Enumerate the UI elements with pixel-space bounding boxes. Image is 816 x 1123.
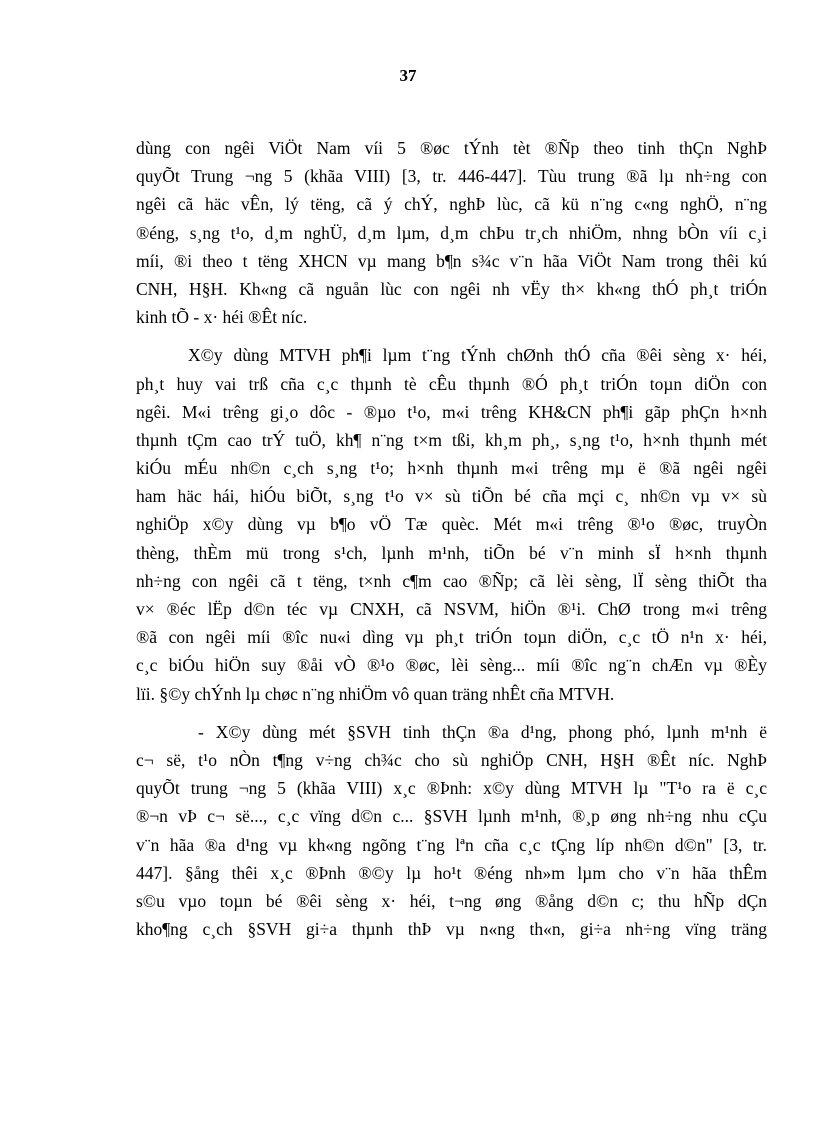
text-line: ngêi. M«i trêng gi¸o dôc - ®µo t¹o, m«i trêng KH&CN ph¶i gãp phÇn h×nh	[136, 401, 767, 422]
text-line: c¬ së, t¹o nÒn t¶ng v÷ng ch¾c cho sù nghiÖp CNH, H§H ®Êt níc. NghÞ	[136, 749, 767, 770]
paragraph	[136, 341, 767, 707]
text-line: míi, ®i theo t tëng XHCN vµ mang b¶n s¾c v¨n hãa ViÖt Nam trong thêi kú	[136, 250, 767, 271]
text-line: 447]. §ång thêi x¸c ®Þnh ®©y lµ ho¹t ®éng nh»m lµm cho v¨n hãa thÊm	[136, 862, 767, 883]
text-line: dùng con ngêi ViÖt Nam víi 5 ®øc tÝnh tèt ®Ñp theo tinh thÇn NghÞ	[136, 138, 767, 158]
text-line: ®éng, s¸ng t¹o, d¸m nghÜ, d¸m lµm, d¸m chÞu tr¸ch nhiÖm, nhng bÒn víi c¸i	[136, 222, 767, 243]
text-line: ®¬n vÞ c¬ së..., c¸c vïng d©n c... §SVH lµnh m¹nh, ®¸p øng nh÷ng nhu cÇu	[136, 806, 767, 827]
paragraph	[136, 718, 767, 944]
text-line: nh÷ng con ngêi cã t tëng, t×nh c¶m cao ®Ñp; cã lèi sèng, lÏ sèng thiÕt tha	[136, 570, 767, 591]
text-line: ®ã con ngêi míi ®îc nu«i dìng vµ ph¸t triÓn toµn diÖn, c¸c tÖ n¹n x· héi,	[136, 627, 767, 648]
body-text	[136, 134, 767, 943]
text-line: v× ®éc lËp d©n téc vµ CNXH, cã NSVM, hiÖn ®¹i. ChØ trong m«i trêng	[136, 599, 767, 619]
text-line: thµnh tÇm cao trÝ tuÖ, kh¶ n¨ng t×m tßi, kh¸m ph¸, s¸ng t¹o, h×nh thµnh mét	[136, 429, 767, 450]
text-line: X©y dùng MTVH ph¶i lµm t¨ng tÝnh chØnh thÓ cña ®êi sèng x· héi,	[188, 345, 767, 366]
text-line: ph¸t huy vai trß cña c¸c thµnh tè cÊu thµnh ®Ó ph¸t triÓn toµn diÖn con	[136, 373, 767, 394]
text-line: nghiÖp x©y dùng vµ b¶o vÖ Tæ quèc. Mét m«i trêng ®¹o ®øc, truyÒn	[136, 514, 767, 535]
text-line: kinh tÕ - x· héi ®Êt níc.	[136, 307, 308, 328]
text-line: s©u vµo toµn bé ®êi sèng x· héi, t¬ng øng ®ång d©n c; thu hÑp dÇn	[136, 890, 767, 911]
text-line: c¸c biÓu hiÖn suy ®åi vÒ ®¹o ®øc, lèi sèng... míi ®îc ng¨n chÆn vµ ®Èy	[136, 655, 767, 676]
page-number: 37	[399, 66, 417, 85]
paragraph	[136, 134, 767, 331]
text-line: quyÕt trung ¬ng 5 (khãa VIII) x¸c ®Þnh: x©y dùng MTVH lµ "T¹o ra ë c¸c	[136, 778, 767, 799]
text-line: CNH, H§H. Kh«ng cã nguån lùc con ngêi nh vËy th× kh«ng thÓ ph¸t triÓn	[136, 278, 767, 299]
text-line: quyÕt Trung ¬ng 5 (khãa VIII) [3, tr. 446-447]. Tùu trung ®ã lµ nh÷ng con	[136, 166, 767, 187]
text-line: ngêi cã häc vÊn, lý tëng, cã ý chÝ, nghÞ lùc, cã kü n¨ng c«ng nghÖ, n¨ng	[136, 194, 767, 215]
text-line: v¨n hãa ®a d¹ng vµ kh«ng ngõng t¨ng lªn cña c¸c tÇng líp nh©n d©n" [3, tr.	[136, 834, 767, 855]
text-line: kho¶ng c¸ch §SVH gi÷a thµnh thÞ vµ n«ng th«n, gi÷a nh÷ng vïng träng	[136, 919, 767, 940]
text-line: thèng, thÈm mü trong s¹ch, lµnh m¹nh, tiÕn bé v¨n minh sÏ h×nh thµnh	[136, 542, 767, 563]
text-line: - X©y dùng mét §SVH tinh thÇn ®a d¹ng, phong phó, lµnh m¹nh ë	[198, 721, 767, 742]
text-line: kiÓu mÉu nh©n c¸ch s¸ng t¹o; h×nh thµnh m«i trêng mµ ë ®ã ngêi ngêi	[136, 458, 767, 479]
text-line: ham häc hái, hiÓu biÕt, s¸ng t¹o v× sù tiÕn bé cña mçi c¸ nh©n vµ v× sù	[136, 486, 767, 507]
text-line: lïi. §©y chÝnh lµ chøc n¨ng nhiÖm vô quan träng nhÊt cña MTVH.	[136, 683, 615, 704]
